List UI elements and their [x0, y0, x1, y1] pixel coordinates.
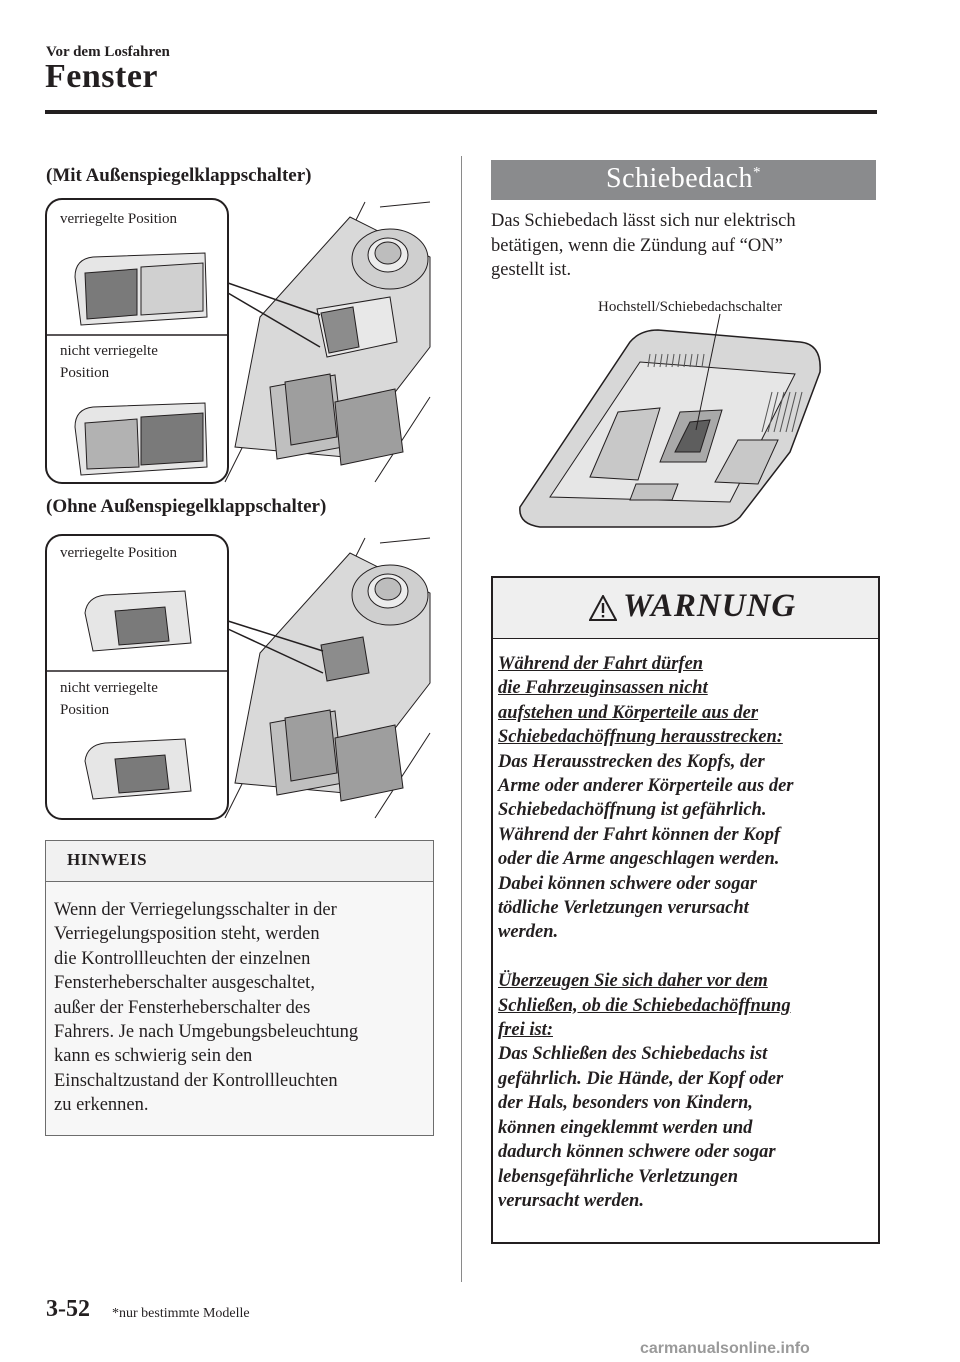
note-line: Fensterheberschalter ausgeschaltet, — [54, 973, 315, 994]
note-line: Fahrers. Je nach Umgebungsbeleuchtung — [54, 1022, 359, 1043]
warning-text-line: Dabei können schwere oder sogar — [498, 873, 758, 894]
warning-text-line: Das Herausstrecken des Kopfs, der — [498, 751, 765, 772]
warning-text-line: tödliche Verletzungen verursacht — [498, 898, 749, 919]
sunroof-switch-label: Hochstell/Schiebedachschalter — [598, 299, 783, 315]
note-line: Einschaltzustand der Kontrollleuchten — [54, 1070, 338, 1091]
breadcrumb: Vor dem Losfahren — [46, 44, 170, 60]
page-number: 3-52 — [46, 1296, 90, 1322]
note-title: HINWEIS — [67, 850, 148, 869]
warning-text-line: dadurch können schwere oder sogar — [498, 1142, 776, 1163]
warning-heading-line: frei ist: — [498, 1020, 553, 1041]
note-line: außer der Fensterheberschalter des — [54, 997, 311, 1018]
note-line: kann es schwierig sein den — [54, 1046, 253, 1067]
warning-text-line: gefährlich. Die Hände, der Kopf oder — [498, 1068, 784, 1089]
figure1-unlocked-label: nicht verriegelte Position — [60, 343, 158, 381]
figure1-heading: (Mit Außenspiegelklappschalter) — [46, 165, 312, 186]
footnote: *nur bestimmte Modelle — [112, 1306, 250, 1321]
figure1-locked-label: verriegelte Position — [60, 211, 178, 227]
section-title: Schiebedach — [606, 163, 753, 194]
note-line: Wenn der Verriegelungsschalter in der — [54, 900, 337, 920]
note-line: zu erkennen. — [54, 1095, 149, 1116]
warning-text-line: Während der Fahrt können der Kopf — [498, 824, 781, 845]
warning-text-line: der Hals, besonders von Kindern, — [498, 1093, 753, 1114]
figure2-heading: (Ohne Außenspiegelklappschalter) — [46, 496, 327, 517]
warning-text-line: Arme oder anderer Körperteile aus der — [498, 776, 794, 797]
watermark: carmanualsonline.info — [640, 1340, 810, 1357]
warning-text-line: verursacht werden. — [498, 1190, 644, 1211]
warning-text-line: lebensgefährliche Verletzungen — [498, 1166, 738, 1187]
warning-triangle-icon — [589, 595, 617, 621]
page-title: Fenster — [45, 58, 159, 95]
warning-body — [498, 652, 874, 1213]
title-rule — [45, 110, 877, 114]
figure2-unlocked-label: nicht verriegelte Position — [60, 680, 158, 718]
warning-text-line: oder die Arme angeschlagen werden. — [498, 849, 780, 870]
note-line: die Kontrollleuchten der einzelnen — [54, 948, 311, 969]
note-box — [45, 840, 434, 1136]
note-header — [46, 841, 433, 882]
sunroof-console-figure — [510, 312, 830, 542]
warning-header — [493, 578, 878, 639]
warning-text-line: Schiebedachöffnung ist gefährlich. — [498, 800, 767, 821]
warning-heading-line: Schiebedachöffnung herausstrecken: — [498, 727, 783, 748]
intro-text: Das Schiebedach lässt sich nur elektrisch betätigen, wenn die Zündung auf “ON” gestellt ist. — [491, 211, 796, 281]
warning-box — [491, 576, 880, 1244]
note-line: Verriegelungsposition steht, werden — [54, 924, 320, 945]
warning-heading-line: aufstehen und Körperteile aus der — [498, 702, 759, 723]
warning-text-line: können eingeklemmt werden und — [498, 1117, 753, 1138]
note-body — [54, 898, 430, 1118]
warning-heading-line: Schließen, ob die Schiebedachöffnung — [498, 995, 791, 1016]
section-footnote-mark: * — [753, 164, 761, 181]
column-divider — [461, 156, 462, 1282]
figure2-locked-label: verriegelte Position — [60, 545, 178, 561]
warning-title: WARNUNG — [623, 588, 797, 624]
warning-heading-line: die Fahrzeuginsassen nicht — [498, 678, 708, 699]
warning-heading-line: Während der Fahrt dürfen — [498, 654, 704, 674]
warning-text-line: werden. — [498, 922, 559, 943]
section-header-bar — [491, 160, 876, 200]
warning-heading-line: Überzeugen Sie sich daher vor dem — [498, 971, 768, 992]
warning-text-line: Das Schließen des Schiebedachs ist — [498, 1044, 768, 1065]
